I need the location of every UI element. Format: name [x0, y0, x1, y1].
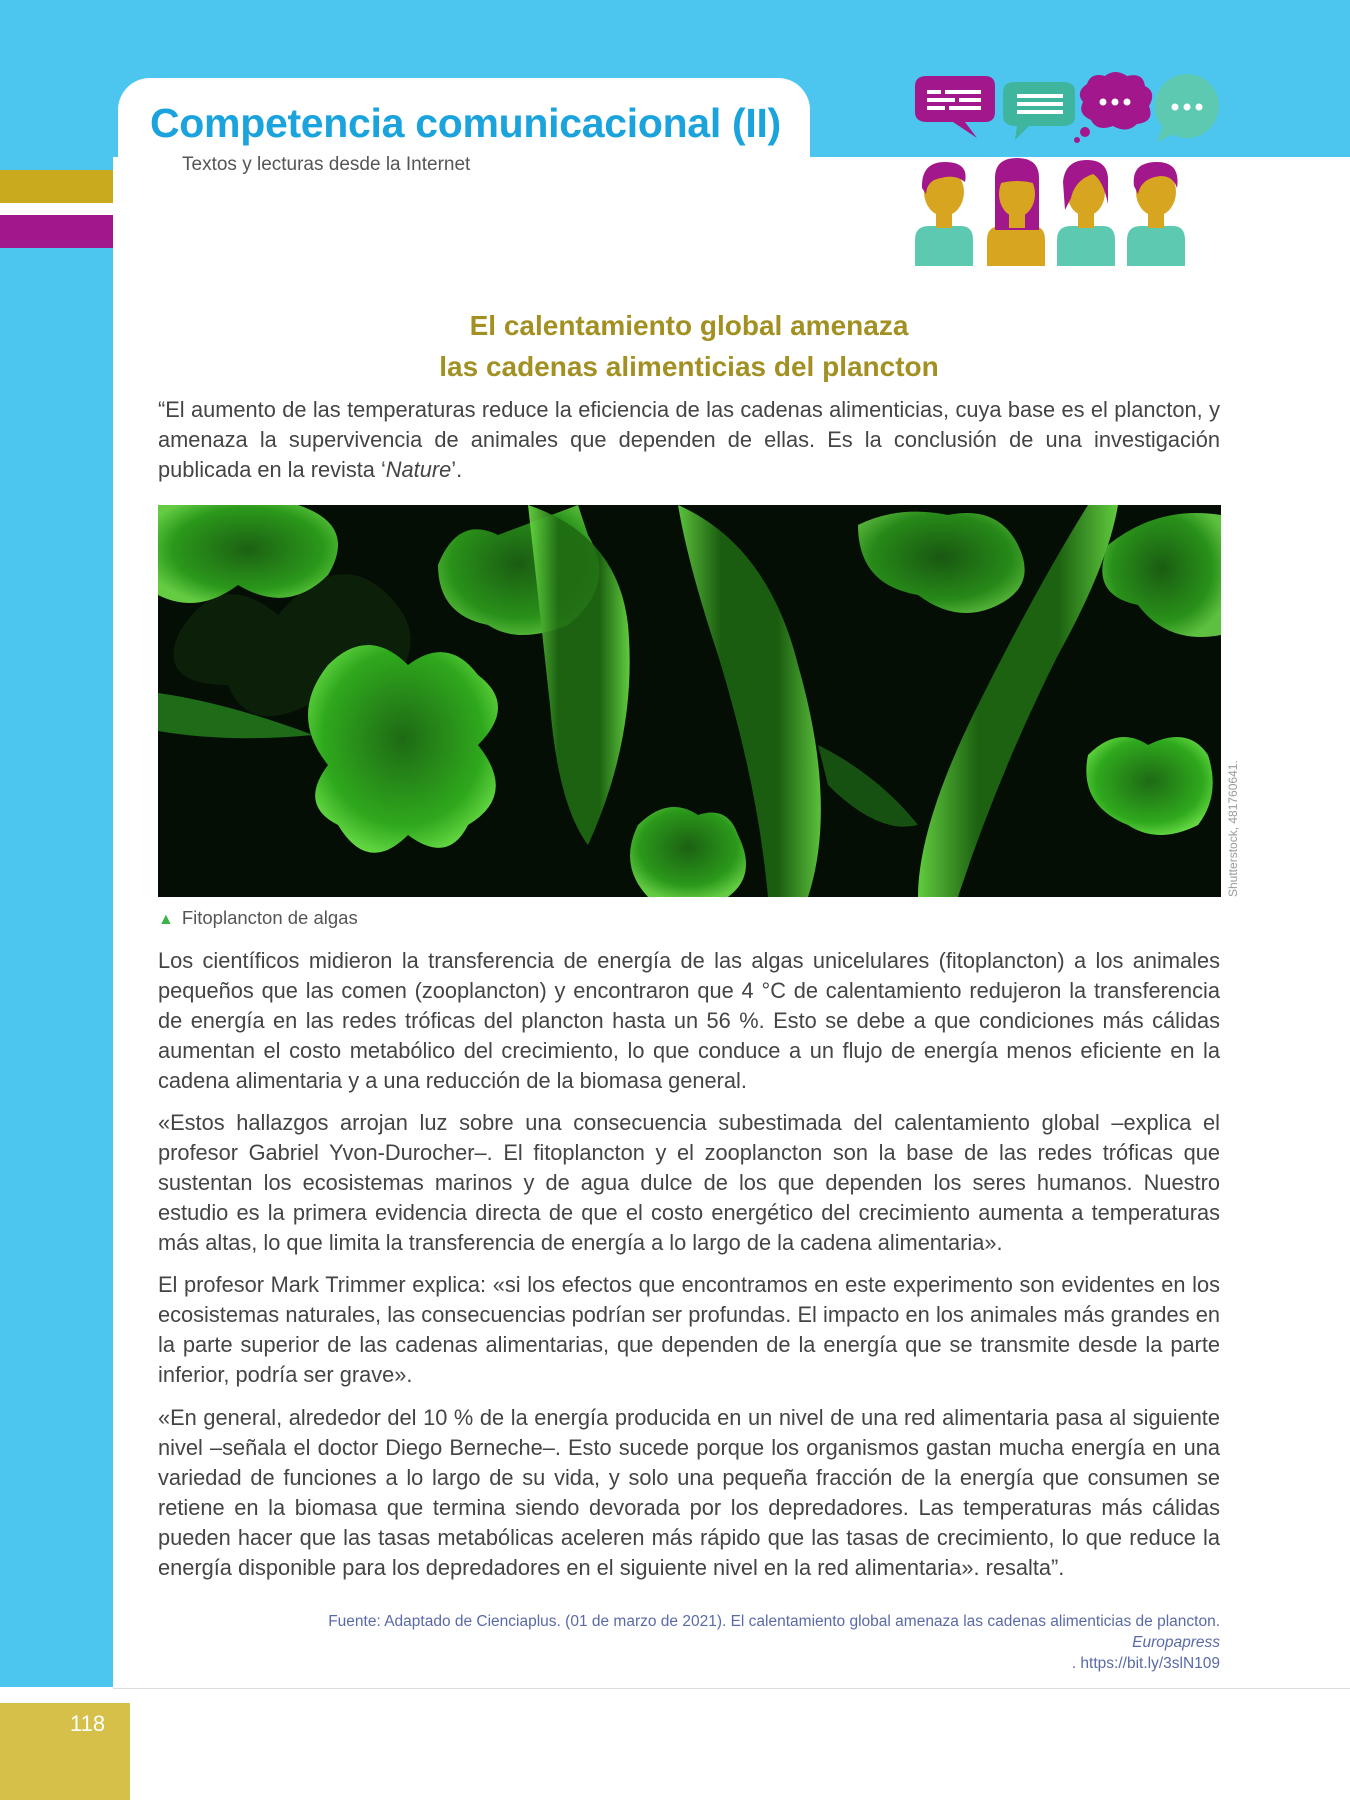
phytoplankton-photo [158, 505, 1221, 897]
article-intro [158, 395, 1220, 485]
source-url[interactable]: . https://bit.ly/3slN109 [1071, 1655, 1220, 1672]
triangle-caption-icon: ▲ [158, 911, 174, 928]
source-line-2 [158, 1632, 1220, 1674]
intro-journal: Nature [385, 457, 452, 482]
magenta-stripe [0, 215, 113, 248]
page-subtitle: Textos y lecturas desde la Internet [182, 154, 471, 175]
paragraph-1: Los científicos midieron la transferencia de energía de las algas unicelulares (fitoplancton) a los animales pequeños que las comen (zooplancton) y encontraron que 4 °C de calentamiento redujeron la transferencia de energía en las redes tróficas del plancton hasta un 56 %. Esto se debe a que condiciones más cálidas aumentan el costo metabólico del crecimiento, lo que conduce a un flujo de energía menos eficiente en la cadena alimentaria y a una reducción de la biomasa general. [158, 948, 1220, 1093]
source-citation [158, 1611, 1220, 1674]
communication-illustration [905, 70, 1225, 270]
paragraph-4: «En general, alrededor del 10 % de la energía producida en un nivel de una red alimentaria pasa al siguiente nivel –señala el doctor Diego Berneche–. Esto sucede porque los organismos gastan mucha energía en una variedad de funciones a lo largo de su vida, y solo una pequeña fracción de la energía que consumen se retiene en la biomasa que termina siendo devorada por los depredadores. Las temperaturas más cálidas pueden hacer que las tasas metabólicas aceleren más rápido que las tasas de crecimiento, lo que reduce la energía disponible para los depredadores en el siguiente nivel en la red alimentaria». resalta”. [158, 1405, 1220, 1580]
footer-gold-block [0, 1703, 130, 1800]
gold-stripe [0, 170, 113, 203]
footer-divider [113, 1688, 1350, 1689]
photo-caption [158, 907, 358, 929]
article-title [158, 305, 1220, 387]
source-publication: Europapress [1132, 1634, 1220, 1651]
paragraph-3: El profesor Mark Trimmer explica: «si los efectos que encontramos en este experimento son evidentes en los ecosistemas naturales, las consecuencias podrían ser profundas. El impacto en los animales más grandes en la parte superior de las cadenas alimentarias, que dependen de la energía que se transmite desde la parte inferior, podría ser grave». [158, 1272, 1220, 1387]
group-of-people-icon [915, 158, 1185, 266]
speech-bubble-icon [1074, 72, 1152, 143]
left-color-band [0, 157, 113, 1687]
speech-bubble-icon [1003, 82, 1075, 140]
article-title-line-2: las cadenas alimenticias del plancton [439, 351, 939, 382]
page-number: 118 [70, 1711, 106, 1736]
intro-end: ’. [451, 457, 463, 482]
intro-text: “El aumento de las temperaturas reduce la eficiencia de las cadenas alimenticias, cuya base es el plancton, y amenaza la supervivencia de animales que dependen de ellas. Es la conclusión de una investigación publicada en la revista ‘ [158, 397, 1220, 482]
stripe-gap [0, 203, 113, 215]
speech-bubble-icon [1155, 74, 1219, 142]
caption-text: Fitoplancton de algas [181, 907, 358, 928]
paragraph-2: «Estos hallazgos arrojan luz sobre una consecuencia subestimada del calentamiento global –explica el profesor Gabriel Yvon-Durocher–. El fitoplancton y el zooplancton son la base de las redes tróficas que sustentan los ecosistemas marinos y de agua dulce de los que dependen los seres humanos. Nuestro estudio es la primera evidencia directa de que el costo energético del crecimiento aumenta a temperaturas más altas, lo que limita la transferencia de energía a lo largo de la cadena alimentaria». [158, 1110, 1220, 1255]
page-title: Competencia comunicacional (II) [150, 100, 781, 146]
speech-bubble-icon [915, 76, 995, 138]
source-line: Fuente: Adaptado de Cienciaplus. (01 de marzo de 2021). El calentamiento global amenaza las cadenas alimenticias de plancton. [328, 1613, 1220, 1630]
photo-credit: Shutterstock, 481760641. [1226, 760, 1240, 897]
article-title-line-1: El calentamiento global amenaza [469, 310, 909, 341]
